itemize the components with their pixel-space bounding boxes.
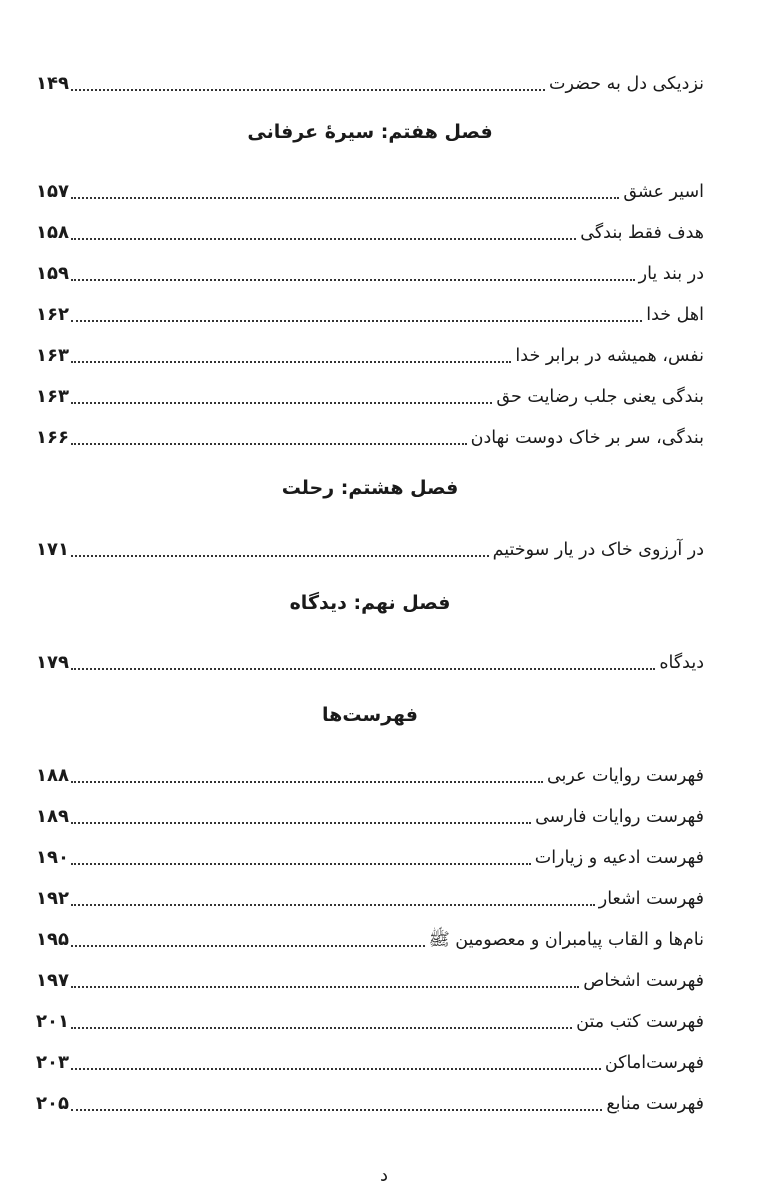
dot-leader bbox=[71, 985, 579, 988]
entry-title: در آرزوی خاک در یار سوختیم bbox=[492, 540, 704, 560]
entry-title: فهرست روایات عربی bbox=[546, 766, 704, 786]
entry-page-number: ۱۹۲ bbox=[36, 888, 69, 909]
entry-title: فهرست‌اماکن bbox=[604, 1053, 704, 1073]
entry-page-number: ۱۸۸ bbox=[36, 765, 69, 786]
toc-entry[interactable] bbox=[36, 793, 704, 829]
dot-leader bbox=[71, 237, 576, 240]
dot-leader bbox=[71, 278, 635, 281]
toc-entry[interactable] bbox=[36, 332, 704, 368]
entry-page-number: ۱۵۸ bbox=[36, 222, 69, 243]
entry-page-number: ۱۹۷ bbox=[36, 970, 69, 991]
toc-entry[interactable] bbox=[36, 209, 704, 245]
dot-leader bbox=[71, 1026, 572, 1029]
entry-title: فهرست اشعار bbox=[598, 889, 704, 909]
entry-title: هدف فقط بندگی bbox=[580, 223, 704, 243]
entry-page-number: ۲۰۱ bbox=[36, 1011, 69, 1032]
dot-leader bbox=[71, 401, 492, 404]
entry-page-number: ۱۴۹ bbox=[36, 73, 69, 94]
toc-entry[interactable] bbox=[36, 752, 704, 788]
chapter-heading: فهرست‌ها bbox=[322, 704, 418, 726]
entry-page-number: ۱۹۰ bbox=[36, 847, 69, 868]
entry-title: اسیر عشق bbox=[623, 182, 704, 202]
entry-page-number: ۲۰۵ bbox=[36, 1093, 69, 1114]
entry-title: نزدیکی دل به حضرت bbox=[548, 74, 704, 94]
toc-entry[interactable] bbox=[36, 373, 704, 409]
toc-entry[interactable] bbox=[36, 250, 704, 286]
dot-leader bbox=[71, 821, 531, 824]
entry-page-number: ۱۷۱ bbox=[36, 539, 69, 560]
dot-leader bbox=[71, 442, 467, 445]
chapter-heading: فصل هشتم: رحلت bbox=[281, 477, 459, 499]
toc-entry[interactable] bbox=[36, 414, 704, 450]
dot-leader bbox=[71, 88, 545, 91]
chapter-heading: فصل نهم: دیدگاه bbox=[289, 592, 451, 614]
dot-leader bbox=[71, 903, 595, 906]
entry-title: فهرست روایات فارسی bbox=[535, 807, 704, 827]
entry-title: فهرست کتب متن bbox=[576, 1012, 704, 1032]
toc-entry[interactable] bbox=[36, 639, 704, 675]
toc-entry[interactable] bbox=[36, 60, 704, 96]
entry-page-number: ۱۶۳ bbox=[36, 345, 69, 366]
toc-entry[interactable] bbox=[36, 291, 704, 327]
entry-page-number: ۱۶۳ bbox=[36, 386, 69, 407]
entry-page-number: ۱۶۲ bbox=[36, 304, 69, 325]
dot-leader bbox=[71, 1067, 601, 1070]
toc-entry[interactable] bbox=[36, 526, 704, 562]
entry-page-number: ۱۸۹ bbox=[36, 806, 69, 827]
dot-leader bbox=[71, 944, 425, 947]
entry-title: اهل خدا bbox=[646, 305, 704, 325]
dot-leader bbox=[71, 319, 642, 322]
entry-title: دیدگاه bbox=[659, 653, 704, 673]
dot-leader bbox=[71, 1108, 602, 1111]
toc-entry[interactable] bbox=[36, 998, 704, 1034]
entry-title: فهرست ادعیه و زیارات bbox=[534, 848, 704, 868]
entry-page-number: ۱۵۹ bbox=[36, 263, 69, 284]
entry-title: نفس، همیشه در برابر خدا bbox=[515, 346, 704, 366]
entry-page-number: ۲۰۳ bbox=[36, 1052, 69, 1073]
entry-page-number: ۱۷۹ bbox=[36, 652, 69, 673]
toc-entry[interactable] bbox=[36, 875, 704, 911]
dot-leader bbox=[71, 667, 655, 670]
entry-title: نام‌ها و القاب پیامبران و معصومین ﷺ bbox=[428, 930, 704, 950]
entry-title: فهرست منابع bbox=[606, 1094, 704, 1114]
toc-entry[interactable] bbox=[36, 916, 704, 952]
entry-title: در بند یار bbox=[638, 264, 704, 284]
page-number-footer: د bbox=[379, 1165, 388, 1186]
toc-entry[interactable] bbox=[36, 834, 704, 870]
toc-entry[interactable] bbox=[36, 1039, 704, 1075]
dot-leader bbox=[71, 554, 489, 557]
toc-entry[interactable] bbox=[36, 1080, 704, 1116]
chapter-heading: فصل هفتم: سیرهٔ عرفانی bbox=[247, 121, 493, 143]
entry-page-number: ۱۶۶ bbox=[36, 427, 69, 448]
entry-page-number: ۱۹۵ bbox=[36, 929, 69, 950]
dot-leader bbox=[71, 196, 619, 199]
entry-title: فهرست اشخاص bbox=[583, 971, 704, 991]
toc-entry[interactable] bbox=[36, 957, 704, 993]
entry-title: بندگی یعنی جلب رضایت حق bbox=[496, 387, 704, 407]
dot-leader bbox=[71, 862, 531, 865]
dot-leader bbox=[71, 780, 543, 783]
entry-title: بندگی، سر بر خاک دوست نهادن bbox=[470, 428, 704, 448]
dot-leader bbox=[71, 360, 511, 363]
toc-entry[interactable] bbox=[36, 168, 704, 204]
entry-page-number: ۱۵۷ bbox=[36, 181, 69, 202]
